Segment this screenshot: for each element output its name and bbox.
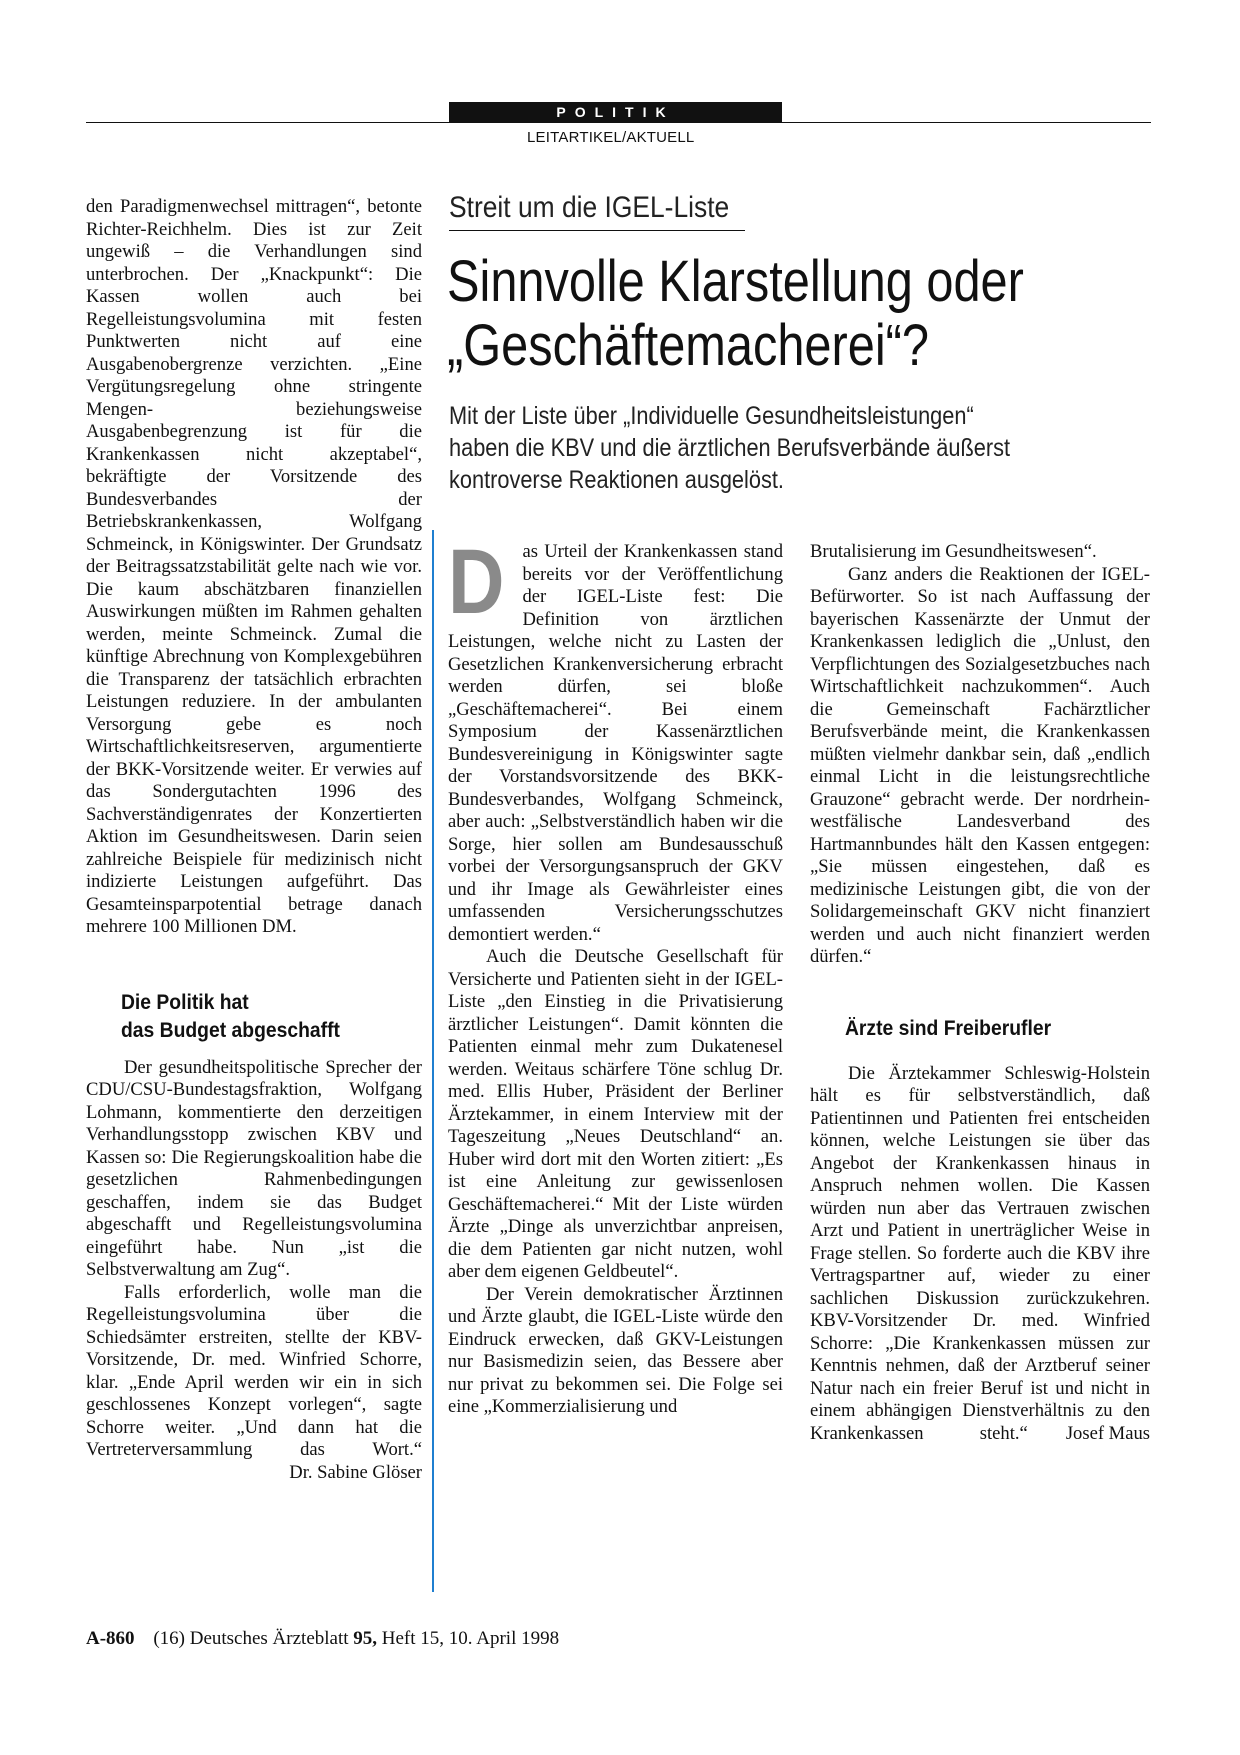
lead-line-1: Mit der Liste über „Individuelle Gesundheitsleistungen“ (449, 402, 974, 430)
right-paragraph-3-text: Die Ärztekammer Schleswig-Holstein hält es für selbstverständlich, daß Patientinnen und Patienten frei entscheiden können, welche Leistungen sie über das Angebot der Krankenkassen hinaus in Anspruch nehmen wollen. Die Kassen würden nun aber das Vertrauen zwischen Arzt und Patient in unerträglicher Weise in Frage stellen. So forderte auch die KBV ihre Vertragspartner auf, wieder zu einer sachlichen Diskussion zurückzukehren. KBV-Vorsitzender Dr. med. Winfried Schorre: „Die Krankenkassen müssen zur Kenntnis nehmen, daß der Arztberuf seiner Natur nach ein freier Beruf ist und nicht in einem abhängigen Dienstverhältnis zu den Krankenkassen steht.“ (810, 1062, 1150, 1444)
right-paragraph-2: Ganz anders die Reaktionen der IGEL-Befürworter. So ist nach Auffassung der bayerischen Kassenärzte der Unmut der Krankenkassen lediglich die „Unlust, den Verpflichtungen des Sozialgesetzbuches nach Wirtschaftlichkeit nachzukommen“. Auch die Gemeinschaft Fachärztlicher Berufsverbände meint, die Krankenkassen müßten vielmehr dankbar sein, daß „endlich einmal Licht in die leistungsrechtliche Grauzone“ gebracht werde. Der nordrhein-westfälische Landesverband des Hartmannbundes hält den Kassen entgegen: „Sie müssen eingestehen, daß es medizinische Leistungen gibt, die von der Solidargemeinschaft GKV nicht finanziert werden und auch nicht finanziert werden dürfen.“ (810, 563, 1150, 967)
article-headline (447, 250, 1052, 378)
citation-prefix: (16) Deutsches Ärzteblatt (153, 1628, 349, 1649)
author-left: Dr. Sabine Glöser (289, 1461, 422, 1483)
right-paragraph-1: Brutalisierung im Gesundheitswesen“. (810, 541, 1097, 562)
page-number: A-860 (86, 1628, 135, 1649)
lead-line-3: kontroverse Reaktionen ausgelöst. (449, 466, 784, 494)
drop-cap: D (448, 531, 505, 633)
left-paragraph-3 (86, 1281, 422, 1483)
middle-paragraph-2: Auch die Deutsche Gesellschaft für Versicherte und Patienten sieht in der IGEL-Liste „den Einstieg in die Privatisierung ärztlicher Leistungen“. Damit könnten die Patienten einmal mehr zum Dukatenesel werden. Weitaus schärfere Töne schlug Dr. med. Ellis Huber, Präsident der Berliner Ärztekammer, in einem Interview mit der Tageszeitung „Neues Deutschland“ an. Huber wird dort mit den Worten zitiert: „Es ist eine Anleitung zur gewissenlosen Geschäftemacherei.“ Mit der Liste würden Ärzte „Dinge als unverzichtbar anpreisen, die dem Patienten gar nicht nutzen, wohl aber dem eigenen Geldbeutel“. (448, 946, 783, 1282)
left-paragraph-2: Der gesundheitspolitische Sprecher der CDU/CSU-Bundestagsfraktion, Wolfgang Lohmann, kommentierte den derzeitigen Verhandlungsstopp zwischen KBV und Kassen so: Die Regierungskoalition habe die gesetzlichen Rahmenbedingungen geschaffen, indem sie das Budget abgeschafft und Regelleistungsvolumina eingeführt habe. Nun „ist die Selbstverwaltung am Zug“. (86, 1056, 422, 1280)
left-subhead-line-2: das Budget abgeschafft (120, 1018, 340, 1042)
headline-line-2: „Geschäftemacherei“? (447, 313, 930, 378)
headline-line-1: Sinnvolle Klarstellung oder (447, 249, 1024, 314)
left-paragraph-1: den Paradigmenwechsel mittragen“, betonte Richter-Reichhelm. Dies ist zur Zeit ungewiß – die Verhandlungen sind unterbrochen. Der „Knackpunkt“: Die Kassen wollen auch bei Regelleistungsvolumina mit festen Punktwerten nicht auf eine Ausgabenobergrenze verzichten. „Eine Vergütungsregelung ohne stringente Mengen- beziehungsweise Ausgabenbegrenzung ist für die Krankenkassen nicht akzeptabel“, bekräftigte der Vorsitzende des Bundesverbandes der Betriebskrankenkassen, Wolfgang Schmeinck, in Königswinter. Der Grundsatz der Beitragssatzstabilität gelte nach wie vor. Die kaum abschätzbaren finanziellen Auswirkungen müßten im Rahmen gehalten werden, meinte Schmeinck. Zumal die künftige Abrechnung von Komplexgebühren die Transparenz der tatsächlich erbrachten Leistungen reduziere. In der ambulanten Versorgung gebe es noch Wirtschaftlichkeitsreserven, argumentierte der BKK-Vorsitzende weiter. Er verwies auf das Sondergutachten 1996 des Sachverständigenrates der Konzertierten Aktion im Gesundheitswesen. Darin seien zahlreiche Beispiele für medizinisch nicht indizierte Leistungen aufgeführt. Das Gesamteinsparpotential betrage danach mehrere 100 Millionen DM. (86, 196, 422, 937)
article-lead (449, 400, 1110, 496)
page-footer (86, 1628, 559, 1650)
author-right: Josef Maus (1065, 1422, 1150, 1444)
right-paragraph-3 (810, 1063, 1150, 1446)
header-rule (86, 122, 1151, 123)
middle-paragraph-1 (448, 531, 783, 946)
right-subhead: Ärzte sind Freiberufler (844, 1016, 1052, 1040)
subsection-label: LEITARTIKEL/AKTUELL (527, 129, 695, 146)
left-column (86, 196, 422, 1484)
article-kicker: Streit um die IGEL-Liste (449, 191, 730, 224)
citation-suffix: Heft 15, 10. April 1998 (381, 1628, 560, 1649)
lead-line-2: haben die KBV und die ärztlichen Berufsverbände äußerst (449, 434, 1011, 462)
middle-column (448, 531, 783, 1419)
left-subhead-line-1: Die Politik hat (120, 990, 249, 1014)
citation-volume: 95, (353, 1628, 378, 1649)
middle-paragraph-3: Der Verein demokratischer Ärztinnen und Ärzte glaubt, die IGEL-Liste würde den Eindruck erwecken, daß GKV-Leistungen nur Basismedizin seien, das Bessere aber nur privat zu bekommen sei. Die Folge sei eine „Kommerzialisierung und (448, 1283, 783, 1417)
kicker-rule (449, 230, 745, 231)
middle-paragraph-1-text: as Urteil der Krankenkassen stand bereits vor der Veröffentlichung der IGEL-Liste fest: Die Definition von ärztlichen Leistungen, welche nicht zu Lasten der Gesetzlichen Krankenversicherung erbracht werden dürfen, sei bloße „Geschäftemacherei“. Bei einem Symposium der Kassenärztlichen Bundesvereinigung in Königswinter sagte der Vorstandsvorsitzende des BKK-Bundesverbandes, Wolfgang Schmeinck, aber auch: „Selbstverständlich haben wir die Sorge, hier sollen am Bundesausschuß vorbei der Versorgungsanspruch der GKV und ihr Image als Gewährleister eines umfassenden Versicherungsschutzes demontiert werden.“ (448, 541, 783, 945)
right-column (810, 541, 1150, 1445)
section-banner: POLITIK (449, 102, 782, 123)
left-paragraph-3-text: Falls erforderlich, wolle man die Regelleistungsvolumina über die Schiedsämter erstreiten, stellte der KBV-Vorsitzende, Dr. med. Winfried Schorre, klar. „Ende April werden wir ein in sich geschlossenes Konzept vorlegen“, sagte Schorre weiter. „Und dann hat die Vertreterversammlung das Wort.“ (86, 1281, 422, 1460)
column-divider (432, 530, 434, 1592)
